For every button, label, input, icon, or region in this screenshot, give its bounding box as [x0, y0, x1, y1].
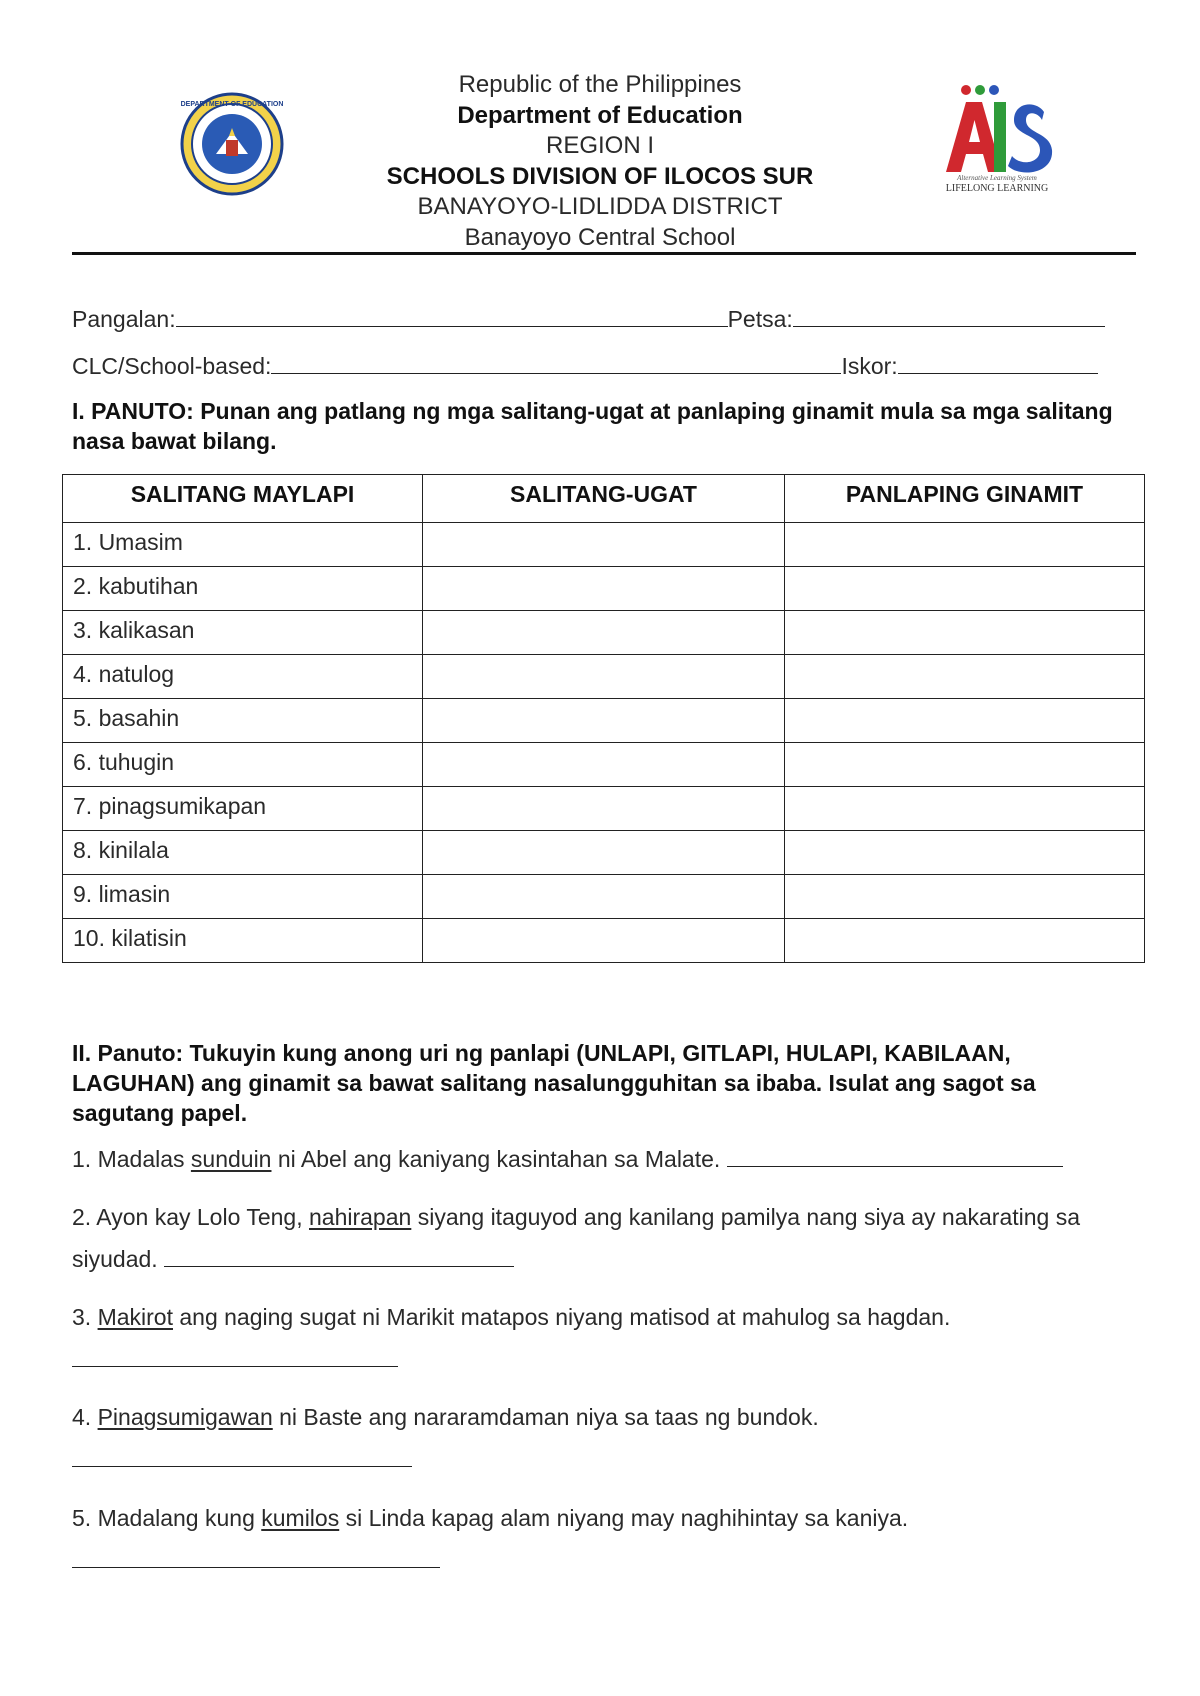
- word-cell: 1. Umasim: [63, 523, 423, 567]
- header-district: BANAYOYO-LIDLIDDA DISTRICT: [417, 193, 783, 220]
- table-header-row: [63, 475, 1145, 523]
- name-label: Pangalan:: [72, 306, 176, 332]
- affix-cell[interactable]: [785, 699, 1145, 743]
- word-cell: 8. kinilala: [63, 831, 423, 875]
- word-cell: 4. natulog: [63, 655, 423, 699]
- als-logo-tagline: LIFELONG LEARNING: [945, 183, 1049, 194]
- word-cell: 5. basahin: [63, 699, 423, 743]
- affix-cell[interactable]: [785, 567, 1145, 611]
- als-logo-subtitle: Alternative Learning System: [957, 174, 1037, 182]
- question-text: ni Abel ang kaniyang kasintahan sa Malate.: [271, 1146, 727, 1172]
- root-word-cell[interactable]: [423, 831, 785, 875]
- question-item: [72, 1396, 1132, 1480]
- root-word-cell[interactable]: [423, 611, 785, 655]
- root-word-cell[interactable]: [423, 787, 785, 831]
- affix-cell[interactable]: [785, 655, 1145, 699]
- question-text: 2. Ayon kay Lolo Teng,: [72, 1204, 309, 1230]
- question-item: [72, 1497, 1132, 1581]
- table-row: [63, 875, 1145, 919]
- answer-line[interactable]: [72, 1348, 398, 1367]
- affix-cell[interactable]: [785, 831, 1145, 875]
- question-text: 5. Madalang kung: [72, 1505, 262, 1531]
- table-row: [63, 919, 1145, 963]
- svg-text:DEPARTMENT OF EDUCATION: DEPARTMENT OF EDUCATION: [180, 101, 284, 108]
- section1-instructions: I. PANUTO: Punan ang patlang ng mga salitang-ugat at panlaping ginamit mula sa mga salitang nasa bawat bilang.: [72, 398, 1113, 454]
- question-text: 4.: [72, 1404, 98, 1430]
- root-word-cell[interactable]: [423, 655, 785, 699]
- header-republic: Republic of the Philippines: [458, 71, 742, 98]
- underlined-word: sunduin: [190, 1146, 272, 1172]
- header-division: SCHOOLS DIVISION OF ILOCOS SUR: [386, 162, 814, 190]
- answer-line[interactable]: [164, 1248, 514, 1267]
- table-row: [63, 699, 1145, 743]
- score-label: Iskor:: [841, 353, 898, 379]
- root-word-cell[interactable]: [423, 919, 785, 963]
- word-cell: 3. kalikasan: [63, 611, 423, 655]
- column-header: SALITANG MAYLAPI: [63, 475, 423, 523]
- table-row: [63, 655, 1145, 699]
- question-text: siyang itaguyod ang kanilang pamilya nang siya ay nakarating sa siyudad.: [72, 1204, 1081, 1272]
- header-region: REGION I: [545, 132, 654, 159]
- name-field[interactable]: [176, 308, 728, 327]
- answer-line[interactable]: [72, 1549, 440, 1568]
- question-text: ang naging sugat ni Marikit matapos niyang matisod at mahulog sa hagdan.: [172, 1304, 951, 1330]
- section2-instructions: II. Panuto: Tukuyin kung anong uri ng panlapi (UNLAPI, GITLAPI, HULAPI, KABILAAN, LAGUHAN) ang ginamit sa bawat salitang nasalungguhitan sa ibaba. Isulat ang sagot sa sagutang papel.: [72, 1040, 1036, 1126]
- name-date-row: [72, 306, 1105, 333]
- score-field[interactable]: [898, 355, 1098, 374]
- question-text: si Linda kapag alam niyang may naghihintay sa kaniya.: [339, 1505, 909, 1531]
- question-text: 3.: [72, 1304, 98, 1330]
- question-item: [72, 1296, 1132, 1380]
- word-table: [62, 474, 1145, 963]
- root-word-cell[interactable]: [423, 875, 785, 919]
- table-row: [63, 523, 1145, 567]
- answer-line[interactable]: [727, 1148, 1063, 1167]
- underlined-word: kumilos: [261, 1505, 340, 1531]
- question-text: ni Baste ang nararamdaman niya sa taas ng bundok.: [272, 1404, 819, 1430]
- root-word-cell[interactable]: [423, 523, 785, 567]
- table-row: [63, 787, 1145, 831]
- header-divider: [72, 252, 1136, 255]
- affix-cell[interactable]: [785, 611, 1145, 655]
- affix-cell[interactable]: [785, 743, 1145, 787]
- affix-cell[interactable]: [785, 875, 1145, 919]
- date-field[interactable]: [793, 308, 1105, 327]
- clc-score-row: [72, 353, 1098, 380]
- clc-label: CLC/School-based:: [72, 353, 272, 379]
- question-item: [72, 1138, 1132, 1180]
- date-label: Petsa:: [727, 306, 793, 332]
- word-cell: 2. kabutihan: [63, 567, 423, 611]
- word-cell: 7. pinagsumikapan: [63, 787, 423, 831]
- header-school: Banayoyo Central School: [464, 223, 736, 251]
- underlined-word: nahirapan: [309, 1204, 412, 1230]
- word-cell: 10. kilatisin: [63, 919, 423, 963]
- table-row: [63, 743, 1145, 787]
- underlined-word: Makirot: [97, 1304, 173, 1330]
- affix-cell[interactable]: [785, 787, 1145, 831]
- school-header: [0, 70, 1200, 253]
- word-cell: 9. limasin: [63, 875, 423, 919]
- header-department: Department of Education: [457, 101, 743, 129]
- table-row: [63, 567, 1145, 611]
- root-word-cell[interactable]: [423, 567, 785, 611]
- column-header: PANLAPING GINAMIT: [785, 475, 1145, 523]
- clc-field[interactable]: [271, 355, 841, 374]
- table-row: [63, 831, 1145, 875]
- table-row: [63, 611, 1145, 655]
- underlined-word: Pinagsumigawan: [97, 1404, 273, 1430]
- root-word-cell[interactable]: [423, 743, 785, 787]
- root-word-cell[interactable]: [423, 699, 785, 743]
- word-cell: 6. tuhugin: [63, 743, 423, 787]
- answer-line[interactable]: [72, 1448, 412, 1467]
- question-text: 1. Madalas: [72, 1146, 191, 1172]
- question-item: [72, 1196, 1132, 1280]
- affix-cell[interactable]: [785, 919, 1145, 963]
- column-header: SALITANG-UGAT: [423, 475, 785, 523]
- affix-cell[interactable]: [785, 523, 1145, 567]
